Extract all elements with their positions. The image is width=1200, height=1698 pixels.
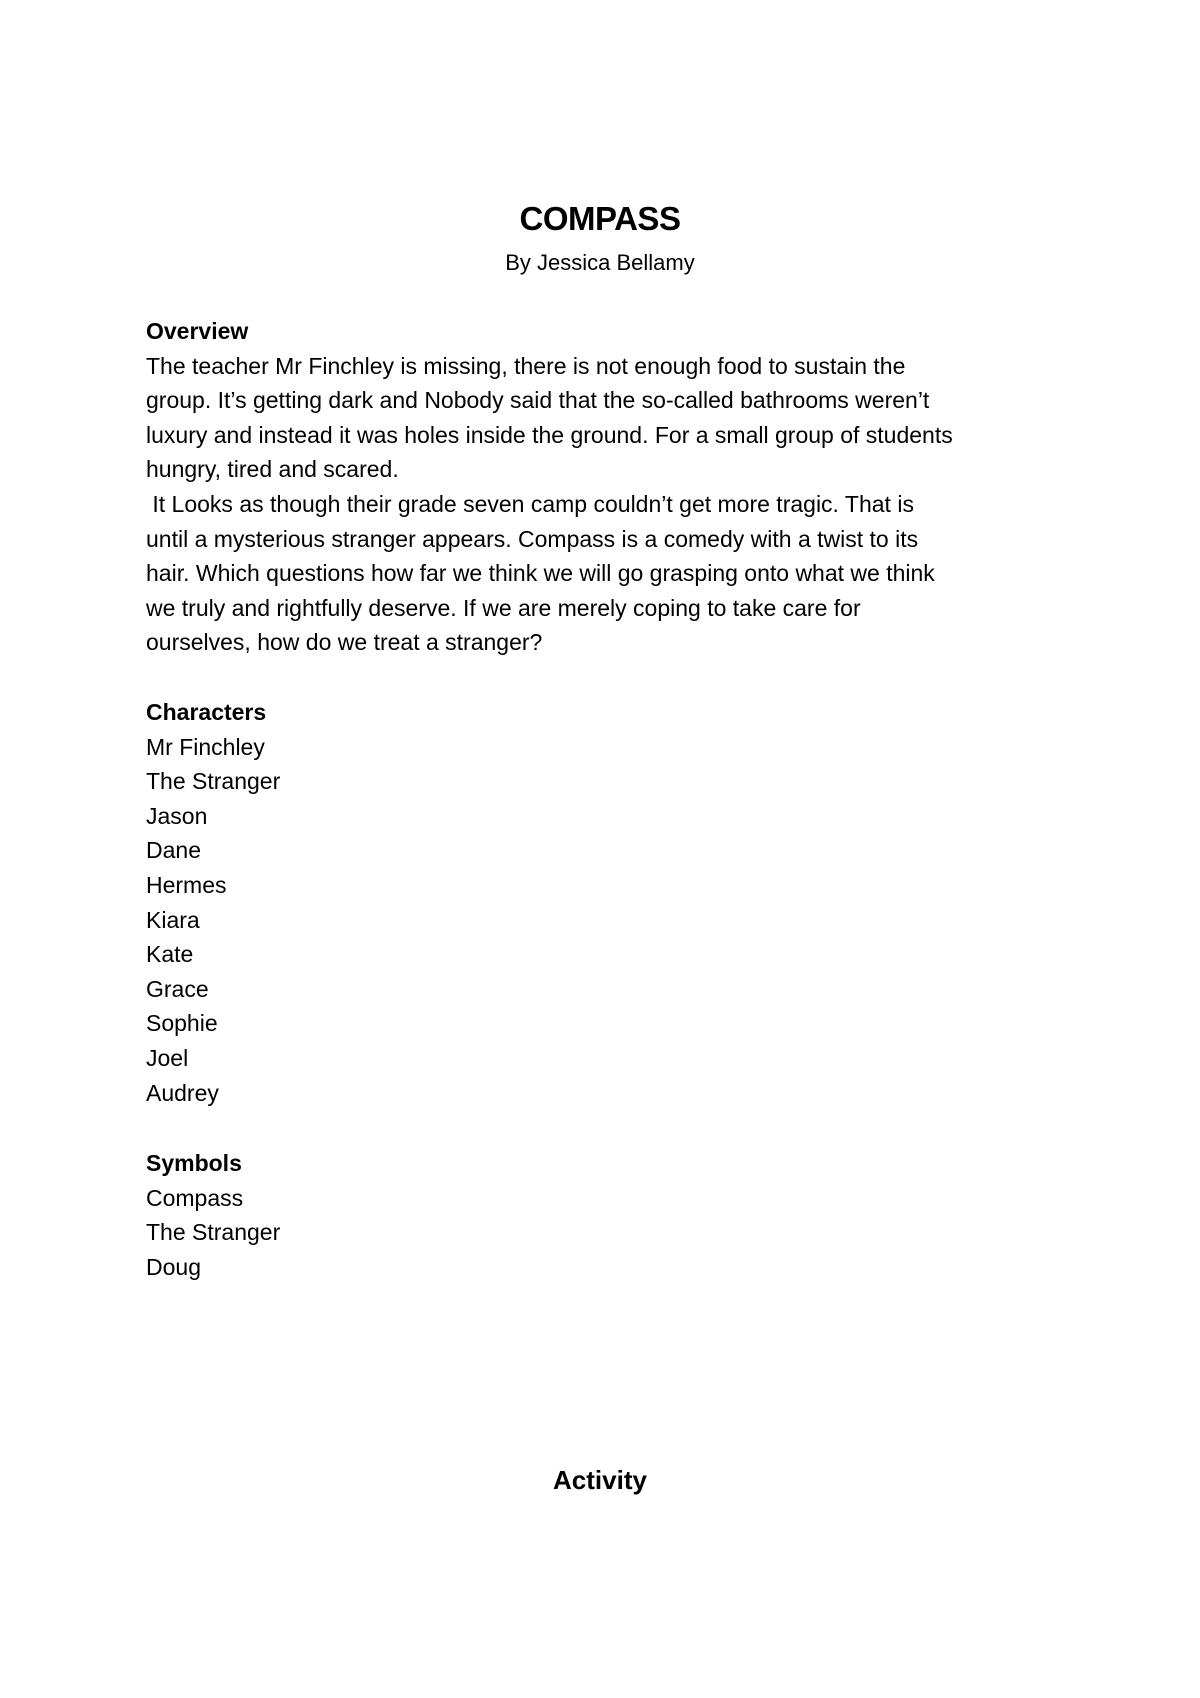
overview-line: group. It’s getting dark and Nobody said that the so-called bathrooms weren’t — [146, 387, 930, 414]
symbols-section — [146, 1146, 1086, 1284]
overview-line: ourselves, how do we treat a stranger? — [146, 629, 543, 656]
character-item: The Stranger — [146, 768, 281, 795]
activity-heading: Activity — [553, 1465, 647, 1495]
symbol-item: Doug — [146, 1253, 201, 1280]
symbol-item: The Stranger — [146, 1219, 281, 1246]
character-item: Jason — [146, 802, 208, 829]
overview-line: we truly and rightfully deserve. If we are merely coping to take care for — [146, 594, 861, 621]
document-title: COMPASS — [519, 200, 681, 237]
overview-section — [146, 314, 1086, 660]
overview-line: until a mysterious stranger appears. Compass is a comedy with a twist to its — [146, 525, 919, 552]
overview-line: hungry, tired and scared. — [146, 456, 399, 483]
character-item: Audrey — [146, 1079, 219, 1106]
character-item: Joel — [146, 1044, 189, 1071]
character-item: Mr Finchley — [146, 733, 265, 760]
symbol-item: Compass — [146, 1184, 244, 1211]
overview-line: luxury and instead it was holes inside the ground. For a small group of students — [146, 421, 953, 448]
symbols-heading: Symbols — [146, 1150, 242, 1176]
overview-line: It Looks as though their grade seven camp couldn’t get more tragic. That is — [146, 490, 914, 517]
overview-line: hair. Which questions how far we think we will go grasping onto what we think — [146, 560, 935, 587]
character-item: Hermes — [146, 871, 227, 898]
character-item: Dane — [146, 837, 201, 864]
characters-heading: Characters — [146, 699, 267, 725]
character-item: Kate — [146, 941, 194, 968]
character-item: Kiara — [146, 906, 200, 933]
overview-heading: Overview — [146, 318, 249, 344]
character-item: Sophie — [146, 1010, 218, 1037]
character-item: Grace — [146, 975, 209, 1002]
characters-section — [146, 695, 1086, 1110]
author-byline: By Jessica Bellamy — [505, 250, 695, 275]
overview-line: The teacher Mr Finchley is missing, there is not enough food to sustain the — [146, 352, 906, 379]
